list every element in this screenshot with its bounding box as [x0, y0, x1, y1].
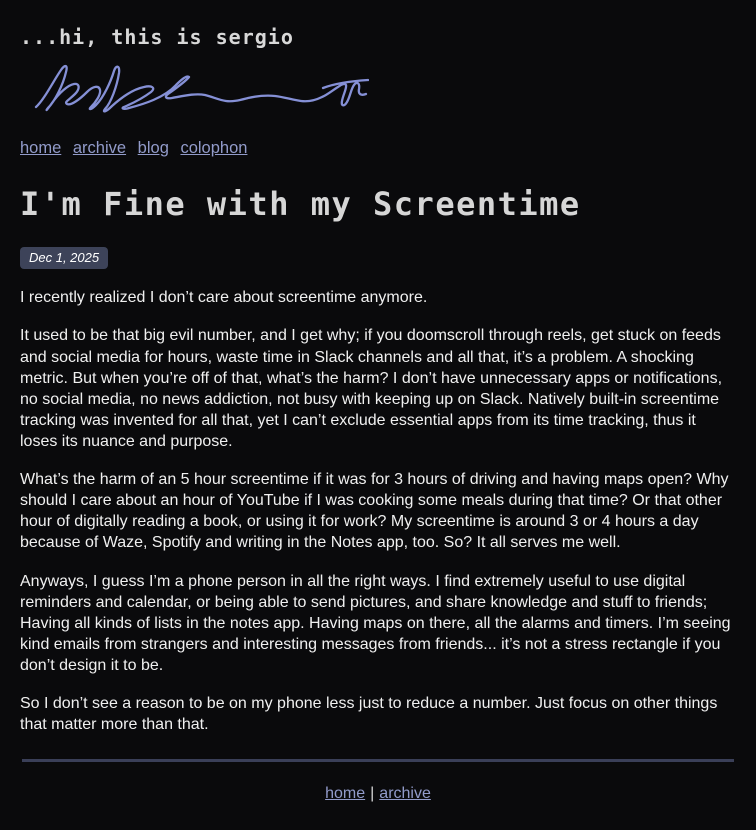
post-paragraph: What’s the harm of an 5 hour screentime if it was for 3 hours of driving and having maps open? Why should I care about an hour of YouTube if I was cooking some meals during that time? Or that other hour of digitally reading a book, or using it for work? My screentime is around 3 or 4 hours a day because of Waze, Spotify and writing in the Notes app, too. So? It all serves me well. — [20, 471, 729, 552]
post-date-badge: Dec 1, 2025 — [20, 247, 108, 269]
post-title: I'm Fine with my Screentime — [20, 185, 581, 224]
nav-link-home[interactable]: home — [20, 139, 62, 158]
signature-icon — [34, 62, 736, 116]
footer-link-home[interactable]: home — [325, 785, 366, 803]
footer-divider — [22, 759, 734, 762]
post-paragraph: So I don’t see a reason to be on my phone less just to reduce a number. Just focus on other things that matter more than that. — [20, 695, 718, 734]
post-paragraph: I recently realized I don’t care about screentime anymore. — [20, 289, 428, 307]
site-footer — [20, 759, 736, 804]
post-paragraph: Anyways, I guess I’m a phone person in all the right ways. I find extremely useful to use digital reminders and calendar, or being able to send pictures, and share knowledge and stuff to friends; Having all kinds of lists in the notes app. Having maps on there, all the alarms and timers. I’m seeing kind emails from strangers and interesting messages from friends... it’s not a stress rectangle if you don’t design it to be. — [20, 572, 731, 674]
site-header — [20, 24, 736, 160]
nav-link-blog[interactable]: blog — [137, 139, 169, 158]
main-nav — [20, 138, 736, 160]
post-paragraph: It used to be that big evil number, and I get why; if you doomscroll through reels, get stuck on feeds and social media for hours, waste time in Slack channels and all that, it’s a problem. A shocking metric. But when you’re off of that, what’s the harm? I don’t have unnecessary apps or notifications, no social media, no news addiction, not busy with keeping up on Slack. Natively built-in screentime tracking was invented for all that, yet I can’t exclude essential apps from its time tracking, thus it loses its nuance and purpose. — [20, 327, 723, 450]
footer-links — [20, 783, 736, 804]
footer-separator: | — [370, 785, 375, 803]
blog-post — [20, 184, 736, 735]
nav-link-colophon[interactable]: colophon — [180, 139, 248, 158]
footer-link-archive[interactable]: archive — [379, 785, 431, 803]
nav-link-archive[interactable]: archive — [72, 139, 127, 158]
site-greeting: ...hi, this is sergio — [20, 25, 294, 49]
